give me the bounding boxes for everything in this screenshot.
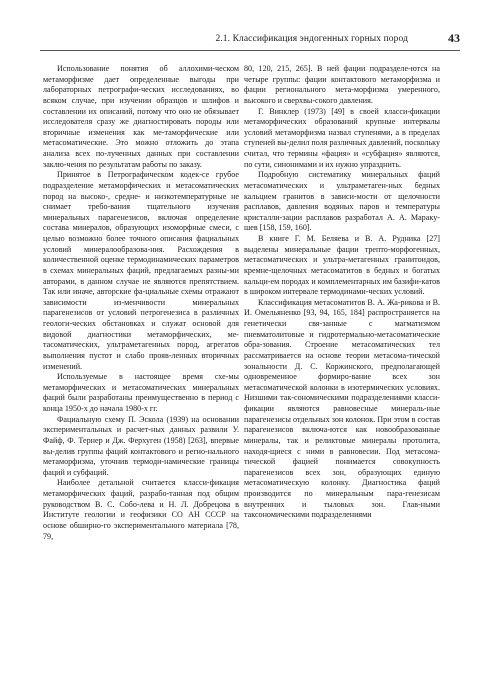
running-header: [40, 30, 460, 56]
paragraph: Используемые в настоящее время схе-мы метаморфических и метасоматических минеральных фаций были разработаны преимущественно в период с конца 1950-х до начала 1980-х гг.: [43, 372, 239, 413]
paragraph: Фациальную схему П. Эскола (1939) на основании экспериментальных и расчет-ных данных развили У. Файф, Ф. Тернер и Дж. Ферхуген (1958) [263], впервые вы-делив группы фаций контактового и регио-нального метаморфизма, уточнив термоди-намические границы фаций и субфаций.: [43, 414, 239, 477]
paragraph: Принятое в Петрографическом кодек-се грубое подразделение метаморфических и метасоматических пород на высоко-, средне- и низкотемпературные не снимает требо-вания тщательного изучения минеральных парагенезисов, включая определение состава минералов, образующих изоморфные смеси, с целью возможно более точного описания фациальных условий минералообразова-ния. Расхождения в количественной оценке термодинамических параметров в схемах минеральных фаций, предлагаемых разны-ми авторами, в данном случае не являются препятствием. Так или иначе, авторские фа-циальные схемы отражают зависимости из-менчивости минеральных парагенезисов от условий петрогенезиса в различных геологи-ческих обстановках и служат основой для видовой диагностики метаморфических, ме-тасоматических, ультраметагенных пород, агрегатов выполнения пустот и слабо прояв-ленных вторичных изменений.: [43, 170, 239, 371]
paragraph: Классификация метасоматитов В. А. Жа-рикова и В. И. Омельяненко [93, 94, 165, 184] распространяется на генетически свя-занные с магматизмом пневматолитовые и гидротермально-метасоматические обра-зования. Строение метасоматических тел рассматривается на основе теории метасома-тической зональности Д. С. Коржинского, предполагающей одновременное формиро-вание всех зон метасоматической колонки в изотермических условиях. Низшими так-сономическими подразделениями класси-фикации являются равновесные минераль-ные парагенезисы отдельных зон колонок. При этом в состав парагенезисов включа-ются как новообразованные минералы, так и реликтовые минералы протолита, находя-щиеся с ними в равновесии. Под метасома-тической фацией понимается совокупность парагенезисов всех зон, образующих единую метасоматическую колонку. Диагностика фаций производится по минеральным пара-генезисам внутренних и тыловых зон. Глав-ными таксономическими подразделениями: [244, 297, 440, 520]
paragraph: Использование понятия об аллохими-ческом метаморфизме дает определенные выгоды при лабораторных петрографи-ческих исследованиях, во всяком случае, при изучении образцов и шлифов и составлении их описаний, потому что оно не обязывает исследователя сразу же диагностировать породы или вторичные изменения как ме-таморфические или метасоматические. Это можно отложить до этапа анализа всех по-лученных данных при составлении заклю-чения по результатам работы по заказу.: [43, 64, 239, 169]
page-number: 43: [448, 31, 460, 45]
paragraph: Подробную систематику минеральных фаций метасоматических и ультраметаген-ных бедных кальцием гранитов в зависи-мости от щелочности расплавов, давления водяных паров и температуры кристалли-зации расплавов разработал А. А. Маракy-шев [158, 159, 160].: [244, 170, 440, 233]
right-column: [244, 64, 440, 682]
paragraph: 80, 120, 215, 265]. В ней фации подразделе-ются на четыре группы: фации контактового метаморфизма и фации регионального мета-морфизма умеренного, высокого и сверхвы-сокого давления.: [244, 64, 440, 105]
section-title: 2.1. Классификация эндогенных горных пород: [215, 34, 408, 44]
paragraph: Наиболее детальной считается класси-фикация метаморфических фаций, разрабо-танная под общим руководством В. С. Собо-лева и Н. Л. Добрецова в Институте геологии и геофизики СО АН СССР на основе обширно-го экспериментального материала [78, 79,: [43, 478, 239, 541]
paragraph: Г. Винклер (1973) [49] в своей класси-фикации метаморфических образований крупные интервалы условий метаморфизма назвал ступенями, а в пределах ступеней вы-делил поля различных давлений, поскольку считал, что термины «фация» и «субфация» являются, по сути, синонимами и их нужно упразднить.: [244, 106, 440, 169]
paragraph: В книге Г. М. Беляева и В. А. Рудника [27] выделены минеральные фации трепто-морфогенных, метасоматических и ультра-метагенных гранитоидов, кремне-щелочных метасоматитов в бедных и богатых кальци-ем породах и комплементарных им базифи-катов в широком интервале термодинами-ческих условий.: [244, 234, 440, 297]
left-column: [43, 64, 239, 682]
header-rule: [40, 50, 460, 51]
